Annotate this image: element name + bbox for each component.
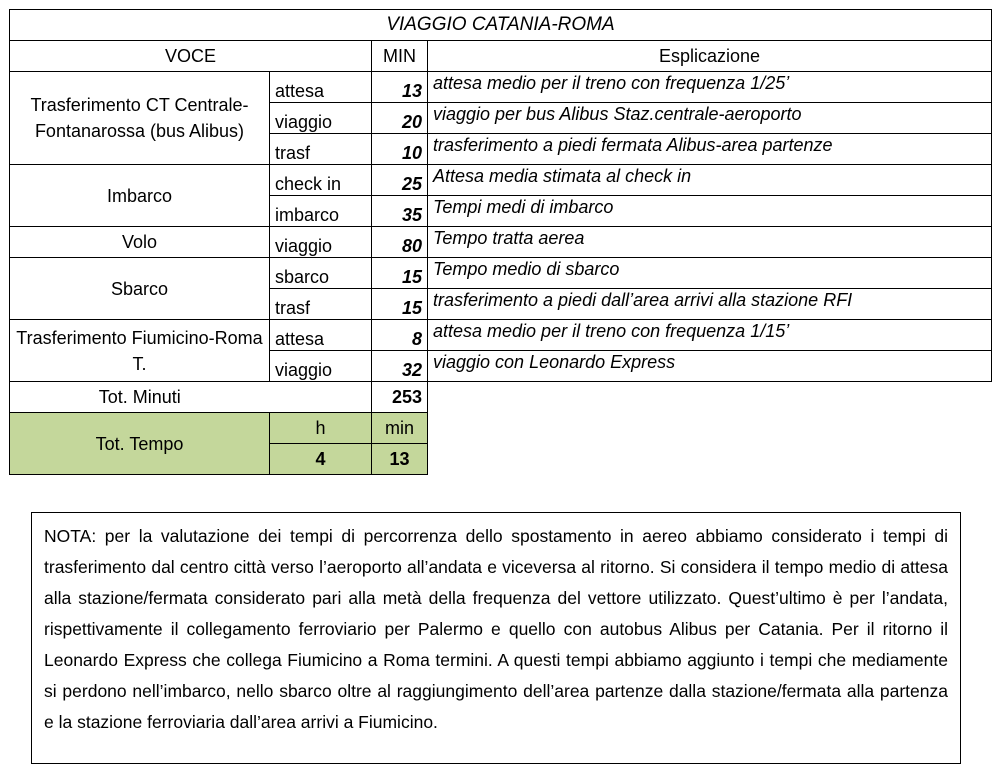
row-minutes: 32 [372, 351, 428, 382]
row-minutes: 15 [372, 258, 428, 289]
header-explanation: Esplicazione [428, 41, 992, 72]
row-sub-label: viaggio [270, 103, 372, 134]
row-description: Attesa media stimata al check in [428, 165, 992, 196]
row-sub-label: attesa [270, 72, 372, 103]
total-minutes-spacer [270, 382, 372, 413]
table-row [10, 72, 992, 103]
row-description: trasferimento a piedi dall’area arrivi alla stazione RFI [428, 289, 992, 320]
row-sub-label: attesa [270, 320, 372, 351]
minutes-header: min [372, 413, 428, 444]
row-sub-label: check in [270, 165, 372, 196]
travel-time-sheet [9, 9, 992, 475]
travel-time-table [9, 9, 992, 475]
row-minutes: 8 [372, 320, 428, 351]
table-row [10, 227, 992, 258]
total-minutes-label: Tot. Minuti [10, 382, 270, 413]
row-minutes: 25 [372, 165, 428, 196]
header-min: MIN [372, 41, 428, 72]
row-sub-label: viaggio [270, 227, 372, 258]
empty-cell [428, 444, 992, 475]
row-sub-label: trasf [270, 134, 372, 165]
group-label-sbarco: Sbarco [10, 258, 270, 320]
row-description: viaggio per bus Alibus Staz.centrale-aeroporto [428, 103, 992, 134]
hours-value: 4 [270, 444, 372, 475]
group-label-transfer-ct: Trasferimento CT Centrale-Fontanarossa (bus Alibus) [10, 72, 270, 165]
table-row [10, 258, 992, 289]
row-minutes: 13 [372, 72, 428, 103]
row-minutes: 10 [372, 134, 428, 165]
table-title: VIAGGIO CATANIA-ROMA [10, 10, 992, 41]
empty-cell [428, 382, 992, 413]
row-minutes: 15 [372, 289, 428, 320]
minutes-value: 13 [372, 444, 428, 475]
note-box: NOTA: per la valutazione dei tempi di percorrenza dello spostamento in aereo abbiamo considerato i tempi di trasferimento dal centro città verso l’aeroporto all’andata e viceversa al ritorno. Si considera il tempo medio di attesa alla stazione/fermata considerato pari alla metà della frequenza del vettore utilizzato. Quest’ultimo è per l’andata, rispettivamente il collegamento ferroviario per Palermo e quello con autobus Alibus per Catania. Per il ritorno il Leonardo Express che collega Fiumicino a Roma termini. A questi tempi abbiamo aggiunto i tempi che mediamente si perdono nell’imbarco, nello sbarco oltre al raggiungimento dell’area partenze dalla stazione/fermata alla partenza e la stazione ferroviaria dall’area arrivi a Fiumicino. [31, 512, 961, 764]
header-voce: VOCE [10, 41, 372, 72]
row-sub-label: trasf [270, 289, 372, 320]
row-description: Tempi medi di imbarco [428, 196, 992, 227]
hours-header: h [270, 413, 372, 444]
row-description: attesa medio per il treno con frequenza 1/25’ [428, 72, 992, 103]
row-description: attesa medio per il treno con frequenza 1/15’ [428, 320, 992, 351]
total-time-label: Tot. Tempo [10, 413, 270, 475]
row-minutes: 20 [372, 103, 428, 134]
row-minutes: 80 [372, 227, 428, 258]
total-minutes-value: 253 [372, 382, 428, 413]
group-label-transfer-fiumicino: Trasferimento Fiumicino-Roma T. [10, 320, 270, 382]
row-description: viaggio con Leonardo Express [428, 351, 992, 382]
row-sub-label: sbarco [270, 258, 372, 289]
group-label-volo: Volo [10, 227, 270, 258]
row-description: trasferimento a piedi fermata Alibus-area partenze [428, 134, 992, 165]
group-label-imbarco: Imbarco [10, 165, 270, 227]
table-row [10, 165, 992, 196]
row-sub-label: viaggio [270, 351, 372, 382]
row-minutes: 35 [372, 196, 428, 227]
row-description: Tempo tratta aerea [428, 227, 992, 258]
empty-cell [428, 413, 992, 444]
row-sub-label: imbarco [270, 196, 372, 227]
table-row [10, 320, 992, 351]
row-description: Tempo medio di sbarco [428, 258, 992, 289]
